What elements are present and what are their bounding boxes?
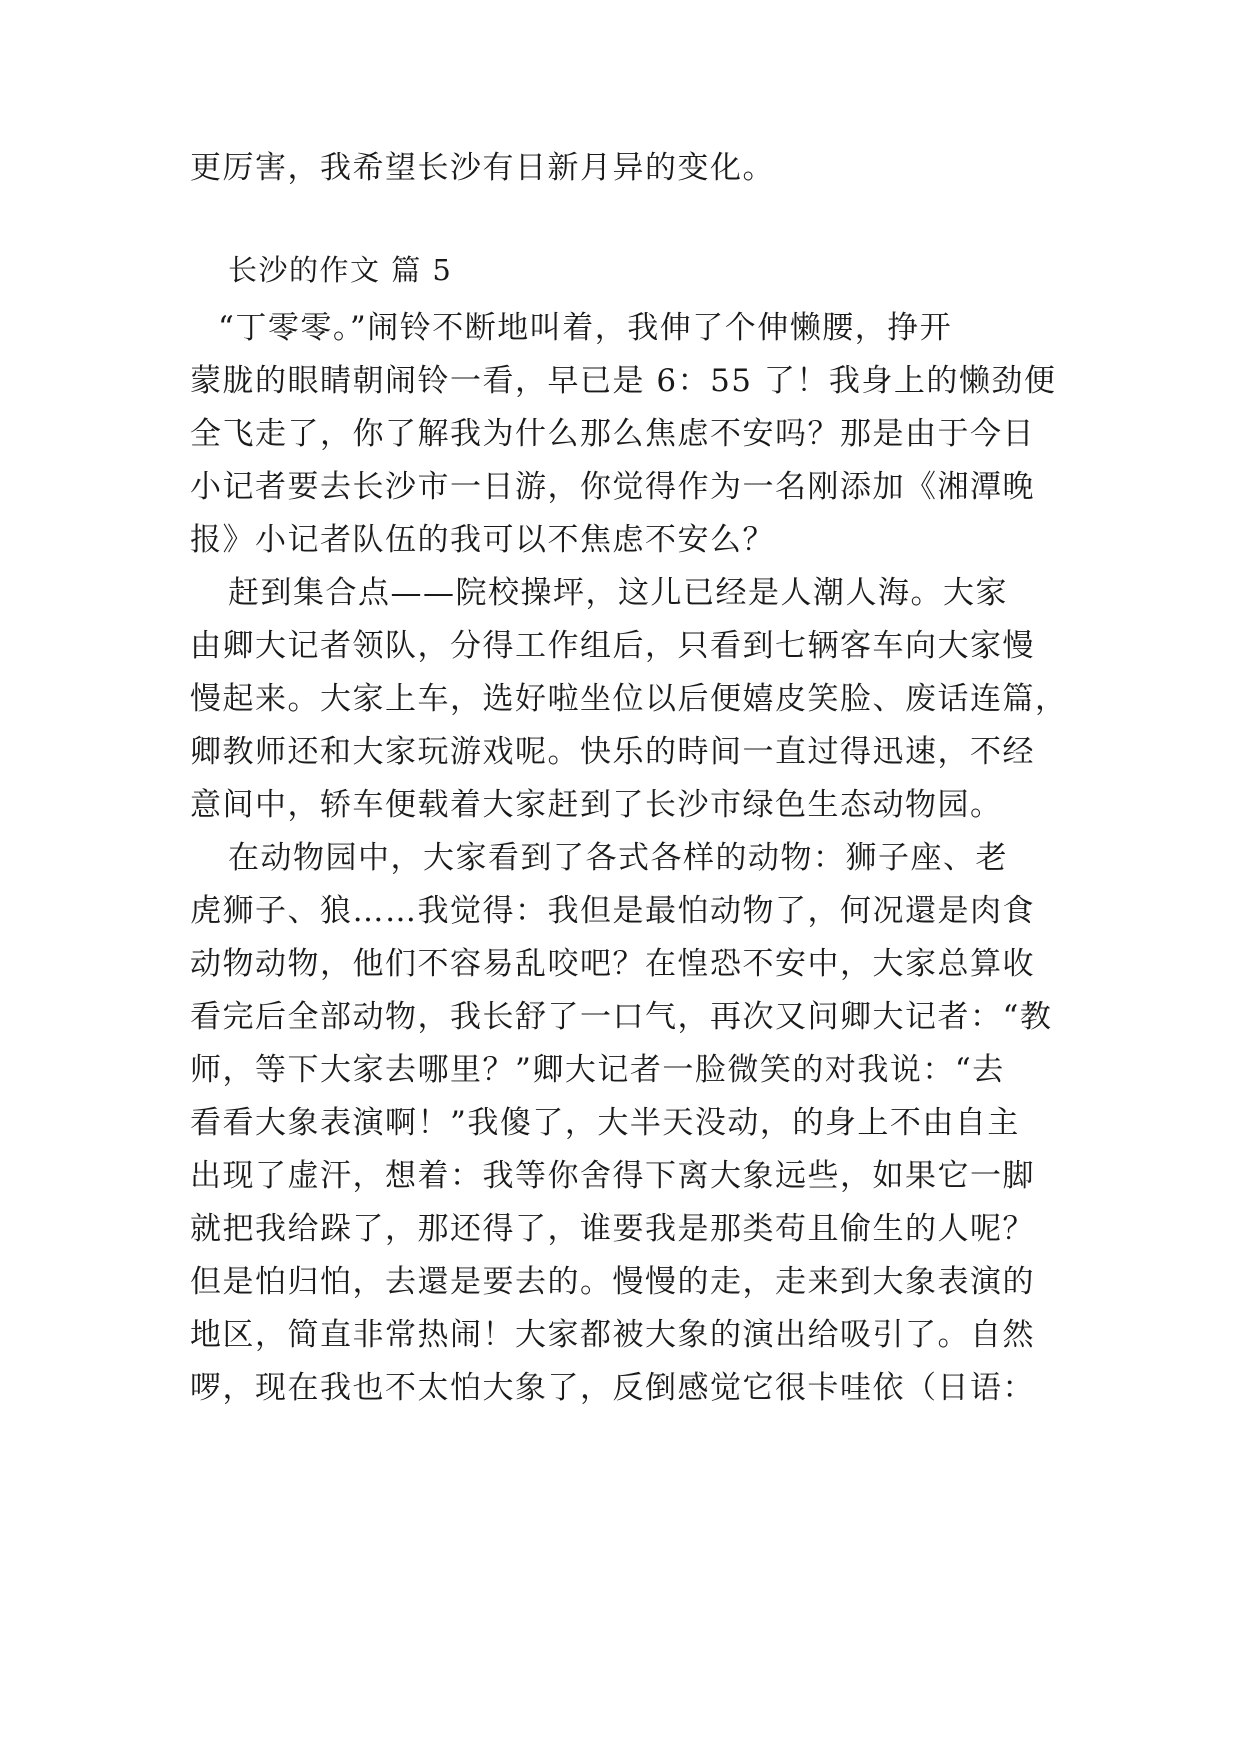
paragraph-line: 看看大象表演啊！”我傻了，大半天没动，的身上不由自主 xyxy=(190,1105,1020,1141)
paragraph-line: 啰，现在我也不太怕大象了，反倒感觉它很卡哇依（日语： xyxy=(190,1370,1035,1406)
paragraph-line: 慢起来。大家上车，选好啦坐位以后便嬉皮笑脸、废话连篇， xyxy=(190,681,1068,717)
paragraph-line: “丁零零。”闹铃不断地叫着，我伸了个伸懒腰，挣开 xyxy=(218,310,953,346)
paragraph-line: 地区，简直非常热闹！大家都被大象的演出给吸引了。自然 xyxy=(190,1317,1035,1353)
paragraph-line: 师，等下大家去哪里？”卿大记者一脸微笑的对我说：“去 xyxy=(190,1052,1005,1088)
paragraph-line: 全飞走了，你了解我为什么那么焦虑不安吗？那是由于今日 xyxy=(190,416,1035,452)
paragraph-line: 动物动物，他们不容易乱咬吧？在惶恐不安中，大家总算收 xyxy=(190,946,1035,982)
section-heading: 长沙的作文 篇 5 xyxy=(228,253,453,287)
paragraph-line: 但是怕归怕，去還是要去的。慢慢的走，走来到大象表演的 xyxy=(190,1264,1035,1300)
paragraph-line: 意间中，轿车便载着大家赶到了长沙市绿色生态动物园。 xyxy=(190,787,1003,823)
paragraph-line: 蒙胧的眼睛朝闹铃一看，早已是 6：55 了！我身上的懒劲便 xyxy=(190,363,1057,399)
paragraph-line: 小记者要去长沙市一日游，你觉得作为一名刚添加《湘潭晚 xyxy=(190,469,1035,505)
paragraph-line: 赶到集合点——院校操坪，这儿已经是人潮人海。大家 xyxy=(228,575,1008,611)
paragraph-line: 报》小记者队伍的我可以不焦虑不安么？ xyxy=(190,522,775,558)
paragraph-line: 看完后全部动物，我长舒了一口气，再次又问卿大记者：“教 xyxy=(190,999,1053,1035)
paragraph-line: 由卿大记者领队，分得工作组后，只看到七辆客车向大家慢 xyxy=(190,628,1035,664)
paragraph-line: 出现了虚汗，想着：我等你舍得下离大象远些，如果它一脚 xyxy=(190,1158,1035,1194)
paragraph-line: 虎狮子、狼……我觉得：我但是最怕动物了，何况還是肉食 xyxy=(190,893,1035,929)
text-line: 更厉害，我希望长沙有日新月异的变化。 xyxy=(190,150,775,186)
paragraph-line: 就把我给跺了，那还得了，谁要我是那类苟且偷生的人呢？ xyxy=(190,1211,1035,1247)
paragraph-line: 在动物园中，大家看到了各式各样的动物：狮子座、老 xyxy=(228,840,1008,876)
paragraph-line: 卿教师还和大家玩游戏呢。快乐的時间一直过得迅速，不经 xyxy=(190,734,1035,770)
